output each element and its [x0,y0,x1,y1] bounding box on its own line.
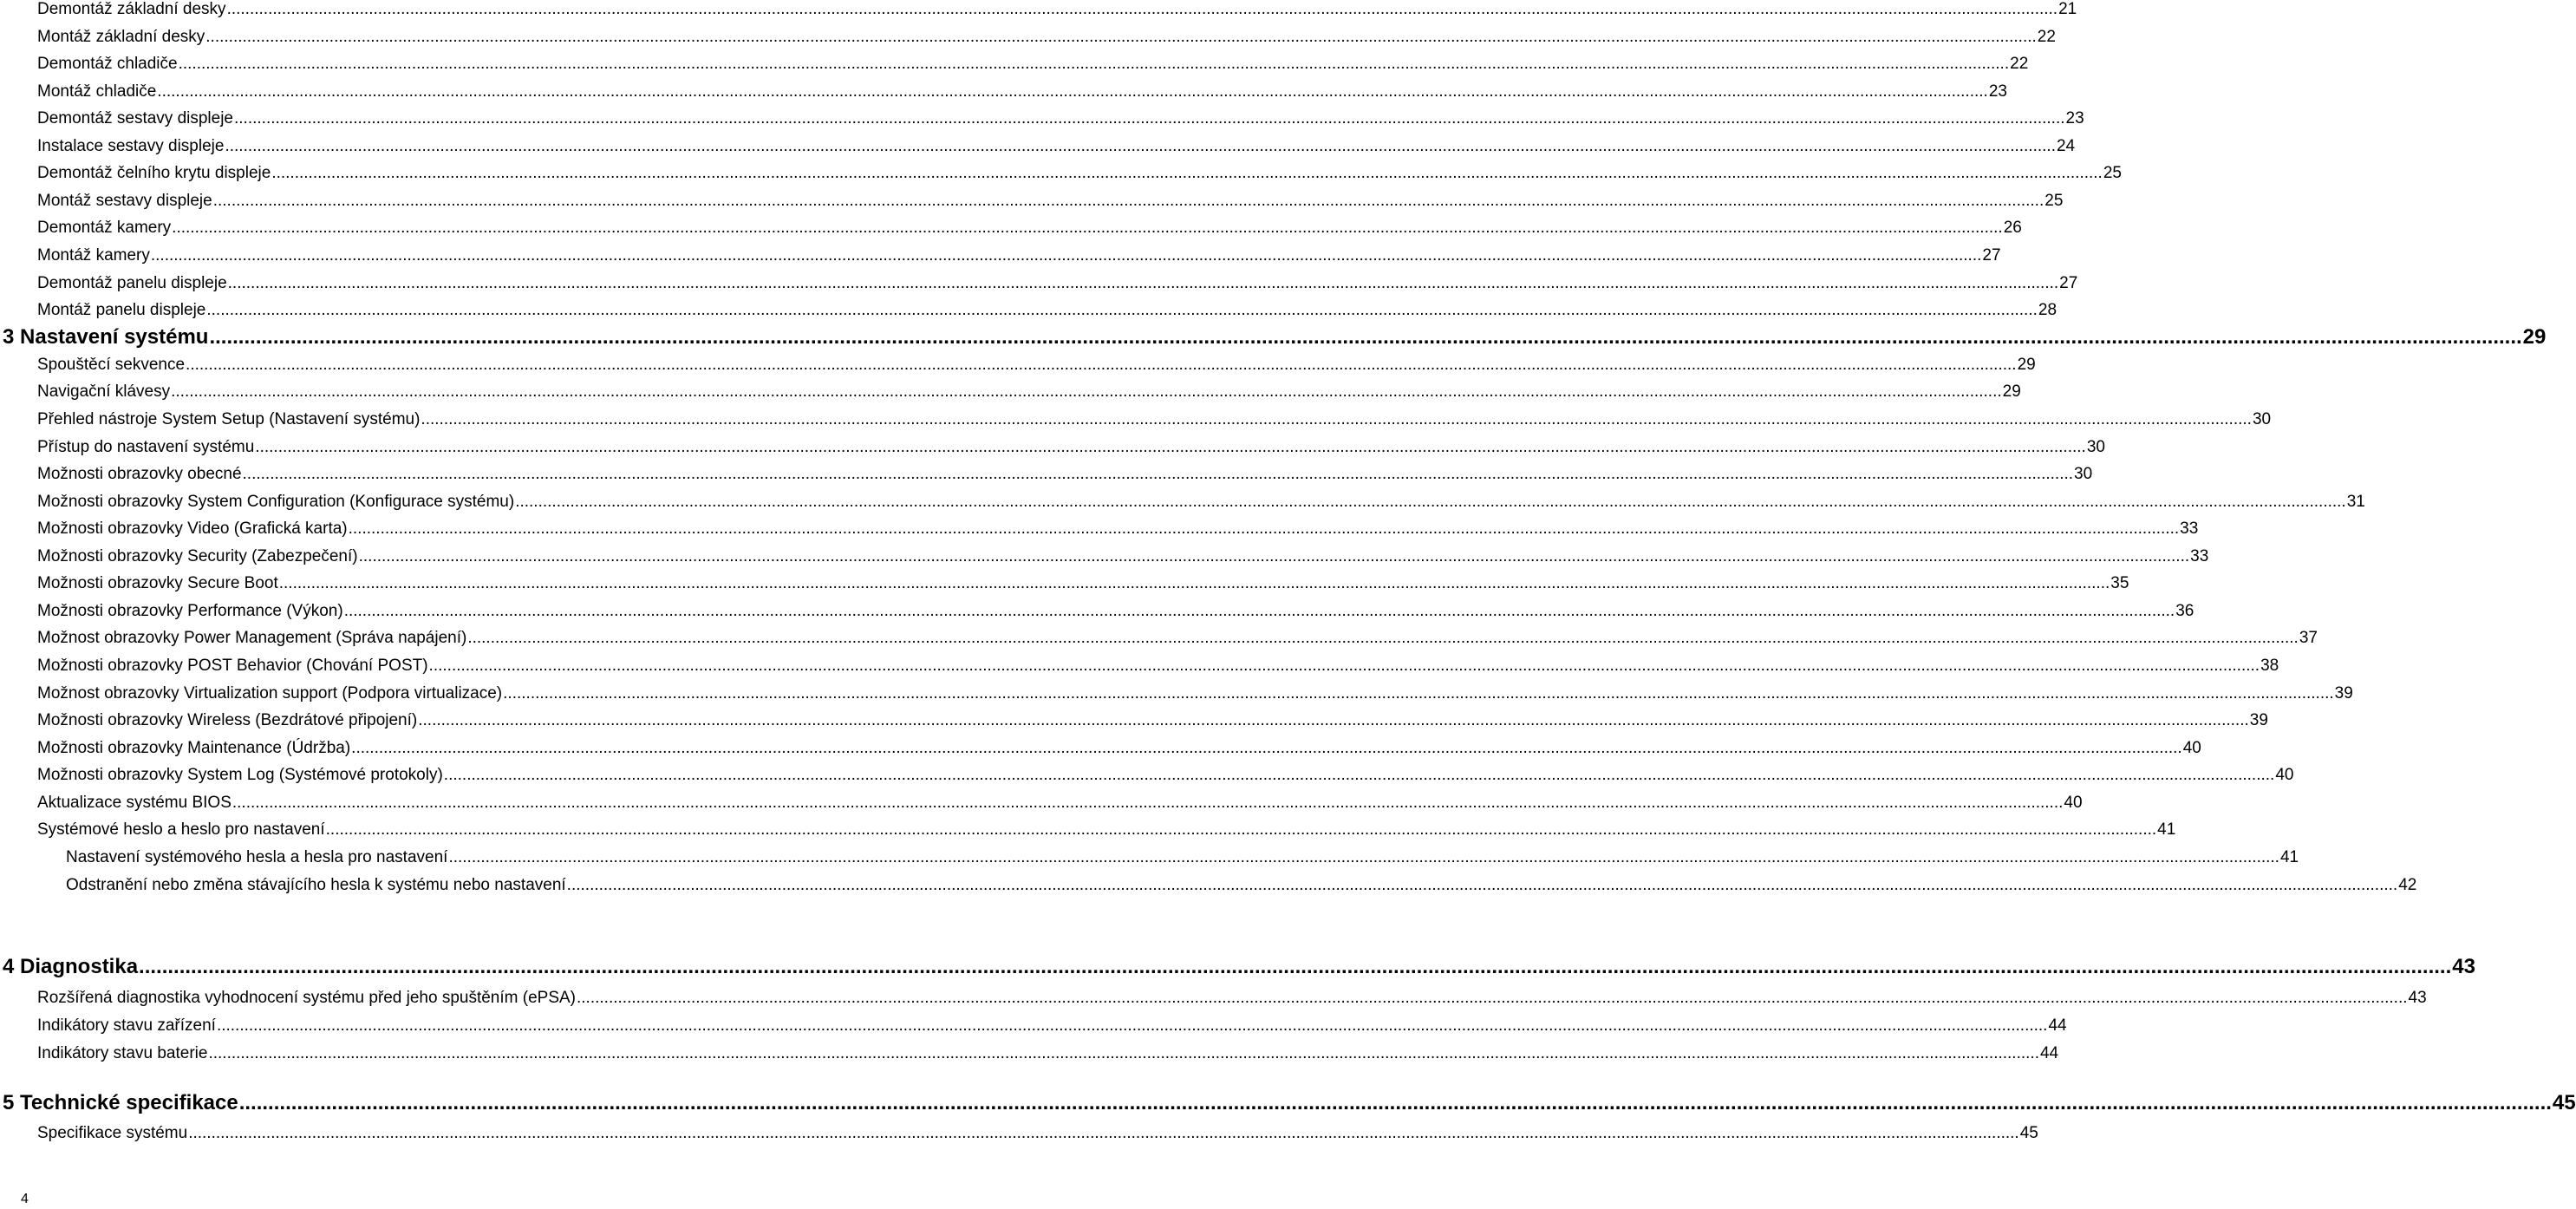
toc-entry-page: 22 [2037,28,2056,46]
toc-entry-title: Demontáž základní desky [37,0,226,18]
toc-chapter[interactable] [3,1091,2576,1117]
toc-chapter[interactable] [3,955,2475,981]
toc-entry-page: 39 [2249,711,2268,729]
toc-entry-page: 43 [2452,955,2475,978]
toc-leader-dots: ................................................................................................................................................................................................................................................................................................................................................................................................................ [206,301,2038,319]
toc-entry-title: Přehled nástroje System Setup (Nastavení systému) [37,410,421,428]
toc-entry-title: Možnost obrazovky Virtualization support (Podpora virtualizace) [37,684,503,703]
toc-entry-page: 33 [2190,547,2209,565]
toc-leader-dots: ................................................................................................................................................................................................................................................................................................................................................................................................................ [351,739,2182,757]
toc-entry-title: Možnosti obrazovky Maintenance (Údržba) [37,739,351,757]
toc-entry[interactable] [37,657,2279,679]
toc-entry[interactable] [37,246,2001,269]
toc-entry-page: 23 [2065,109,2084,127]
toc-entry[interactable] [37,711,2268,734]
toc-entry-title: Nastavení systémového hesla a hesla pro nastavení [66,848,448,866]
toc-entry-title: Spouštěcí sekvence [37,356,186,374]
page-number: 4 [21,1192,29,1206]
toc-leader-dots: ................................................................................................................................................................................................................................................................................................................................................................................................................ [278,574,2110,592]
toc-entry-title: Možnosti obrazovky POST Behavior (Chování POST) [37,657,428,675]
toc-leader-dots: ................................................................................................................................................................................................................................................................................................................................................................................................................ [157,82,1988,101]
toc-entry-title: 3 Nastavení systému [3,325,209,349]
toc-leader-dots: ................................................................................................................................................................................................................................................................................................................................................................................................................ [212,192,2044,210]
toc-entry-page: 40 [2064,794,2083,812]
toc-entry-page: 44 [2048,1016,2067,1035]
toc-entry-page: 41 [2279,848,2299,866]
toc-entry[interactable] [37,219,2022,241]
toc-entry-page: 42 [2398,876,2417,894]
toc-entry-page: 38 [2260,657,2279,675]
toc-entry-page: 30 [2252,410,2272,428]
toc-entry-title: Montáž kamery [37,246,150,265]
toc-entry[interactable] [37,82,2007,105]
toc-leader-dots: ................................................................................................................................................................................................................................................................................................................................................................................................................ [226,0,2058,18]
toc-entry-page: 23 [1988,82,2007,101]
toc-leader-dots: ................................................................................................................................................................................................................................................................................................................................................................................................................ [428,657,2260,675]
toc-entry[interactable] [37,192,2064,214]
toc-entry-title: Indikátory stavu baterie [37,1044,208,1062]
toc-entry-title: Navigační klávesy [37,382,171,401]
toc-entry[interactable] [37,520,2199,542]
toc-entry-title: Montáž sestavy displeje [37,192,212,210]
toc-leader-dots: ................................................................................................................................................................................................................................................................................................................................................................................................................ [503,684,2334,703]
toc-leader-dots: ................................................................................................................................................................................................................................................................................................................................................................................................................ [188,1124,2019,1142]
toc-leader-dots: ................................................................................................................................................................................................................................................................................................................................................................................................................ [467,629,2299,647]
toc-entry[interactable] [37,109,2084,132]
toc-entry-title: Možnosti obrazovky obecné [37,465,242,483]
toc-entry[interactable] [37,766,2294,788]
toc-entry[interactable] [37,574,2129,597]
toc-entry[interactable] [37,684,2353,707]
toc-entry-title: 5 Technické specifikace [3,1091,238,1114]
toc-entry-page: 43 [2408,989,2427,1007]
toc-entry[interactable] [37,55,2029,77]
toc-entry-title: Montáž chladiče [37,82,157,101]
toc-entry-title: Možnosti obrazovky System Log (Systémové protokoly) [37,766,443,784]
toc-entry-title: Montáž základní desky [37,28,205,46]
toc-entry-page: 45 [2552,1091,2576,1114]
toc-entry-page: 26 [2003,219,2022,237]
toc-entry[interactable] [37,1016,2067,1039]
toc-entry[interactable] [37,137,2076,160]
toc-entry-page: 21 [2058,0,2077,18]
toc-entry-page: 27 [2059,274,2078,292]
toc-entry-page: 24 [2056,137,2076,155]
toc-entry-title: Instalace sestavy displeje [37,137,225,155]
toc-leader-dots: ................................................................................................................................................................................................................................................................................................................................................................................................................ [234,109,2065,127]
toc-entry[interactable] [37,382,2021,405]
toc-entry[interactable] [37,164,2122,186]
toc-leader-dots: ................................................................................................................................................................................................................................................................................................................................................................................................................ [139,955,2452,978]
toc-entry-title: Specifikace systému [37,1124,188,1142]
toc-leader-dots: ................................................................................................................................................................................................................................................................................................................................................................................................................ [348,520,2180,538]
toc-leader-dots: ................................................................................................................................................................................................................................................................................................................................................................................................................ [515,493,2346,511]
toc-leader-dots: ................................................................................................................................................................................................................................................................................................................................................................................................................ [150,246,1982,265]
toc-entry-title: Demontáž chladiče [37,55,178,73]
toc-entry[interactable] [37,820,2176,843]
toc-entry[interactable] [66,876,2417,899]
toc-leader-dots: ................................................................................................................................................................................................................................................................................................................................................................................................................ [171,382,2002,401]
toc-entry-page: 35 [2110,574,2129,592]
toc-entry-title: Montáž panelu displeje [37,301,206,319]
toc-leader-dots: ................................................................................................................................................................................................................................................................................................................................................................................................................ [216,1016,2048,1035]
toc-entry-page: 41 [2157,820,2176,839]
toc-leader-dots: ................................................................................................................................................................................................................................................................................................................................................................................................................ [325,820,2157,839]
toc-entry-title: Možnosti obrazovky Performance (Výkon) [37,602,343,620]
toc-leader-dots: ................................................................................................................................................................................................................................................................................................................................................................................................................ [242,465,2074,483]
toc-entry-title: 4 Diagnostika [3,955,139,978]
toc-leader-dots: ................................................................................................................................................................................................................................................................................................................................................................................................................ [421,410,2252,428]
toc-entry[interactable] [37,547,2209,570]
toc-entry-page: 36 [2175,602,2194,620]
toc-entry-page: 31 [2346,493,2365,511]
toc-entry[interactable] [37,989,2427,1011]
toc-entry-title: Demontáž panelu displeje [37,274,227,292]
toc-leader-dots: ................................................................................................................................................................................................................................................................................................................................................................................................................ [225,137,2056,155]
toc-entry-title: Demontáž sestavy displeje [37,109,233,127]
toc-entry[interactable] [37,410,2272,433]
toc-entry-title: Možnosti obrazovky Wireless (Bezdrátové připojení) [37,711,418,729]
toc-leader-dots: ................................................................................................................................................................................................................................................................................................................................................................................................................ [443,766,2275,784]
toc-entry-title: Přístup do nastavení systému [37,438,255,456]
toc-leader-dots: ................................................................................................................................................................................................................................................................................................................................................................................................................ [566,876,2398,894]
toc-entry-title: Demontáž kamery [37,219,172,237]
toc-leader-dots: ................................................................................................................................................................................................................................................................................................................................................................................................................ [186,356,2017,374]
toc-entry-page: 25 [2103,164,2122,182]
toc-entry[interactable] [37,28,2056,50]
toc-entry-page: 40 [2182,739,2201,757]
toc-entry[interactable] [37,493,2365,515]
toc-entry-page: 29 [2522,325,2547,349]
toc-leader-dots: ................................................................................................................................................................................................................................................................................................................................................................................................................ [178,55,2010,73]
toc-entry[interactable] [37,465,2093,487]
toc-entry[interactable] [37,794,2083,816]
toc-entry-title: Odstranění nebo změna stávajícího hesla k systému nebo nastavení [66,876,566,894]
toc-leader-dots: ................................................................................................................................................................................................................................................................................................................................................................................................................ [205,28,2037,46]
toc-leader-dots: ................................................................................................................................................................................................................................................................................................................................................................................................................ [418,711,2249,729]
toc-entry-title: Rozšířená diagnostika vyhodnocení systému před jeho spuštěním (ePSA) [37,989,576,1007]
toc-entry-title: Možnosti obrazovky Video (Grafická karta) [37,520,348,538]
toc-entry[interactable] [37,356,2036,378]
toc-leader-dots: ................................................................................................................................................................................................................................................................................................................................................................................................................ [448,848,2279,866]
toc-entry-page: 40 [2275,766,2294,784]
toc-entry-title: Demontáž čelního krytu displeje [37,164,271,182]
toc-entry-page: 27 [1982,246,2001,265]
toc-entry-title: Indikátory stavu zařízení [37,1016,216,1035]
toc-entry[interactable] [37,274,2078,297]
toc-leader-dots: ................................................................................................................................................................................................................................................................................................................................................................................................................ [232,794,2064,812]
toc-leader-dots: ................................................................................................................................................................................................................................................................................................................................................................................................................ [238,1091,2552,1114]
toc-entry[interactable] [37,629,2318,651]
toc-leader-dots: ................................................................................................................................................................................................................................................................................................................................................................................................................ [343,602,2175,620]
toc-entry-page: 25 [2044,192,2064,210]
toc-entry[interactable] [37,602,2194,624]
toc-entry-page: 39 [2334,684,2353,703]
toc-entry[interactable] [37,438,2105,461]
toc-entry[interactable] [66,848,2299,871]
toc-leader-dots: ................................................................................................................................................................................................................................................................................................................................................................................................................ [172,219,2003,237]
toc-chapter[interactable] [3,325,2547,351]
toc-entry[interactable] [37,739,2201,761]
toc-entry-title: Systémové heslo a heslo pro nastavení [37,820,325,839]
toc-entry-page: 29 [2002,382,2021,401]
toc-leader-dots: ................................................................................................................................................................................................................................................................................................................................................................................................................ [577,989,2408,1007]
toc-entry-page: 30 [2086,438,2105,456]
toc-entry-title: Aktualizace systému BIOS [37,794,232,812]
toc-entry-title: Možnosti obrazovky Security (Zabezpečení) [37,547,358,565]
toc-entry-title: Možnosti obrazovky Secure Boot [37,574,278,592]
toc-entry-page: 29 [2017,356,2036,374]
toc-entry-page: 45 [2019,1124,2038,1142]
toc-leader-dots: ................................................................................................................................................................................................................................................................................................................................................................................................................ [255,438,2086,456]
toc-entry-page: 44 [2039,1044,2059,1062]
toc-entry[interactable] [37,301,2058,323]
toc-entry-page: 28 [2038,301,2058,319]
toc-leader-dots: ................................................................................................................................................................................................................................................................................................................................................................................................................ [209,325,2522,349]
toc-leader-dots: ................................................................................................................................................................................................................................................................................................................................................................................................................ [358,547,2190,565]
toc-entry[interactable] [37,0,2077,23]
toc-entry-title: Možnost obrazovky Power Management (Správa napájení) [37,629,467,647]
toc-entry-page: 22 [2010,55,2029,73]
toc-entry-page: 37 [2299,629,2318,647]
toc-entry-page: 30 [2074,465,2093,483]
toc-leader-dots: ................................................................................................................................................................................................................................................................................................................................................................................................................ [208,1044,2039,1062]
toc-entry-title: Možnosti obrazovky System Configuration (Konfigurace systému) [37,493,515,511]
toc-leader-dots: ................................................................................................................................................................................................................................................................................................................................................................................................................ [227,274,2059,292]
toc-entry[interactable] [37,1124,2038,1147]
toc-entry-page: 33 [2180,520,2199,538]
toc-entry[interactable] [37,1044,2059,1067]
toc-leader-dots: ................................................................................................................................................................................................................................................................................................................................................................................................................ [271,164,2103,182]
